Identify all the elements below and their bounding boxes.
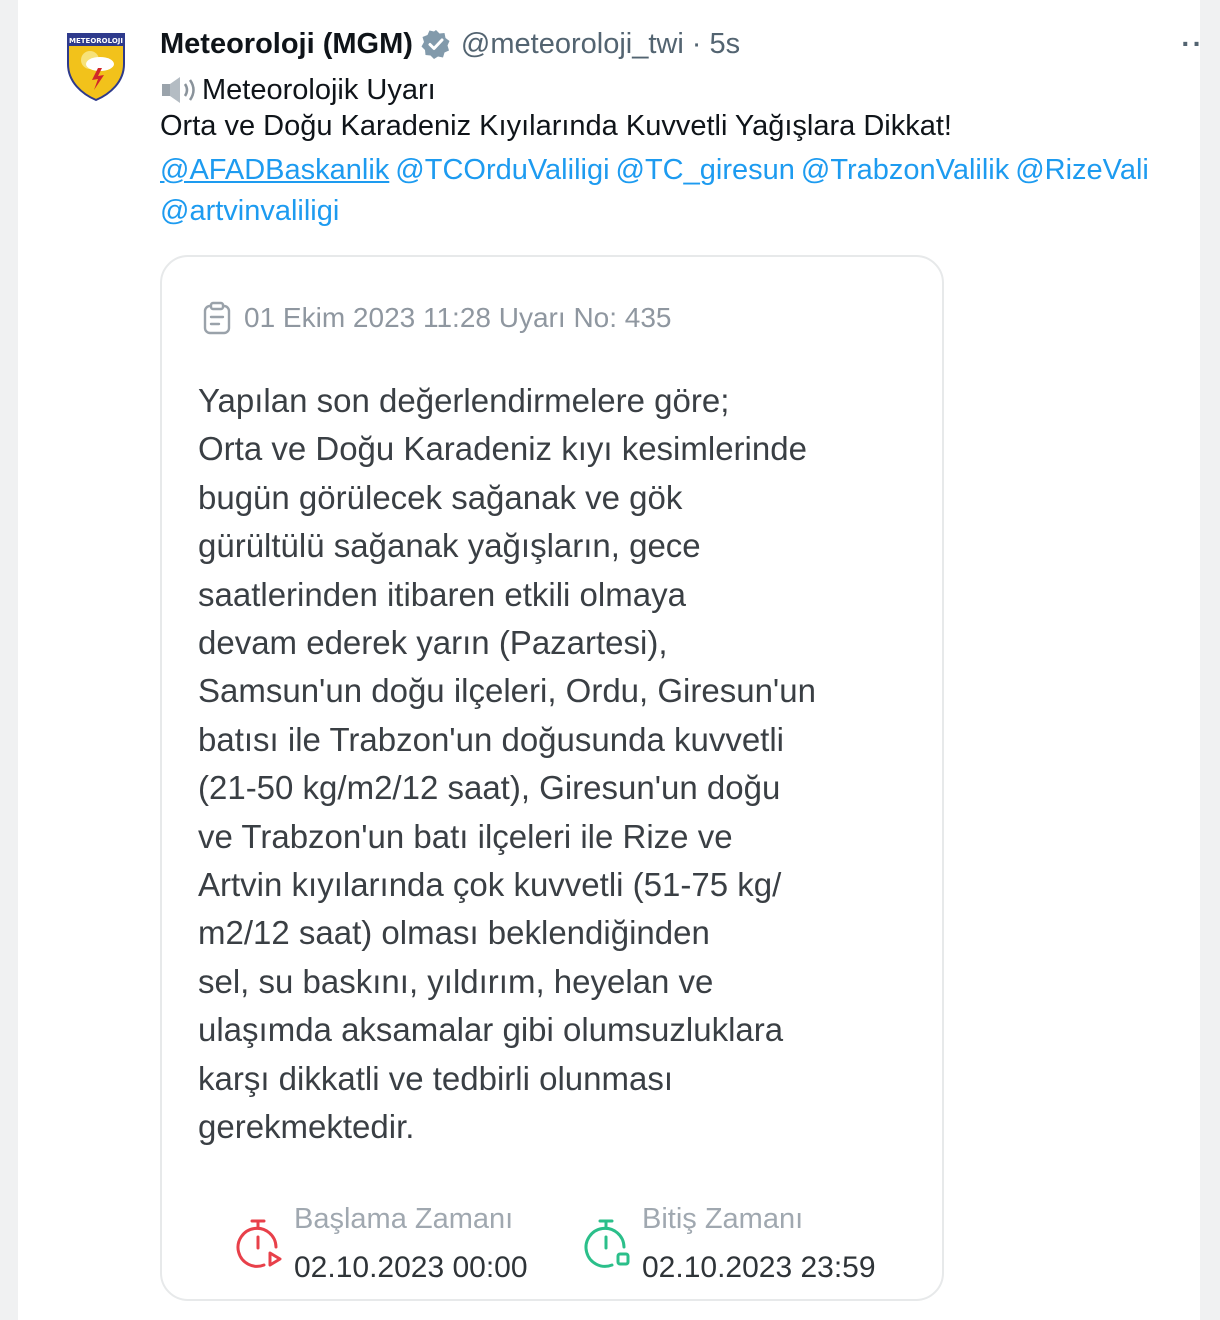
- warning-text-line: Artvin kıyılarında çok kuvvetli (51-75 kg/: [198, 866, 782, 904]
- svg-text:METEOROLOJI: METEOROLOJI: [69, 37, 123, 45]
- warning-date-number: 01 Ekim 2023 11:28 Uyarı No: 435: [244, 302, 672, 333]
- warning-text-line: ulaşımda aksamalar gibi olumsuzluklara: [198, 1011, 784, 1049]
- end-time-label: Bitiş Zamanı: [642, 1203, 804, 1235]
- start-time-label: Başlama Zamanı: [294, 1203, 514, 1235]
- warning-text-line: m2/12 saat) olması beklendiğinden: [198, 914, 710, 952]
- tweet-headline: Orta ve Doğu Karadeniz Kıyılarında Kuvvetli Yağışlara Dikkat!: [160, 110, 952, 142]
- stopwatch-start-icon: [234, 1217, 284, 1273]
- warning-text-line: Yapılan son değerlendirmelere göre;: [198, 382, 730, 419]
- warning-text-line: Orta ve Doğu Karadeniz kıyı kesimlerinde: [198, 430, 807, 468]
- mention-artvin[interactable]: @artvinvaliligi: [160, 195, 340, 227]
- mention-afad[interactable]: @AFADBaskanlik: [160, 154, 390, 186]
- speaker-icon: [160, 75, 200, 105]
- display-name[interactable]: Meteoroloji (MGM): [160, 27, 413, 60]
- warning-text-line: gerekmektedir.: [198, 1108, 415, 1146]
- mention-ordu[interactable]: @TCOrduValiligi: [395, 154, 610, 186]
- mention-trabzon[interactable]: @TrabzonValilik: [800, 154, 1010, 186]
- tweet-header: [160, 24, 740, 64]
- mentions: [160, 150, 1220, 232]
- more-options-button[interactable]: ··: [1181, 28, 1204, 59]
- warning-text-line: saatlerinden itibaren etkili olmaya: [198, 575, 686, 613]
- mgm-logo-icon[interactable]: [64, 30, 128, 102]
- warning-text-line: karşı dikkatli ve tedbirli olunması: [198, 1059, 674, 1097]
- verified-badge-icon: [421, 29, 451, 59]
- stopwatch-end-icon: [582, 1217, 632, 1273]
- timestamp[interactable]: 5s: [709, 27, 741, 60]
- mention-giresun[interactable]: @TC_giresun: [615, 154, 795, 186]
- clipboard-icon: [202, 301, 232, 335]
- end-time: [582, 1197, 876, 1293]
- end-time-value: 02.10.2023 23:59: [642, 1251, 876, 1284]
- warning-text-line: bugün görülecek sağanak ve gök: [198, 478, 683, 516]
- warning-text-line: ve Trabzon'un batı ilçeleri ile Rize ve: [198, 817, 733, 855]
- separator-dot: ·: [691, 27, 702, 60]
- mention-rize[interactable]: @RizeVali: [1015, 154, 1149, 186]
- card-meta: [202, 301, 672, 335]
- warning-text: [198, 377, 928, 1152]
- user-handle[interactable]: @meteoroloji_twi: [460, 27, 684, 60]
- alert-line: [160, 70, 436, 110]
- start-time-value: 02.10.2023 00:00: [294, 1251, 528, 1284]
- tweet[interactable]: [18, 0, 1204, 1320]
- warning-card[interactable]: [160, 255, 944, 1301]
- warning-text-line: sel, su baskını, yıldırım, heyelan ve: [198, 962, 714, 1000]
- warning-text-line: Samsun'un doğu ilçeleri, Ordu, Giresun'un: [198, 672, 816, 710]
- warning-text-line: gürültülü sağanak yağışların, gece: [198, 527, 701, 565]
- warning-text-line: devam ederek yarın (Pazartesi),: [198, 624, 668, 662]
- warning-text-line: (21-50 kg/m2/12 saat), Giresun'un doğu: [198, 769, 781, 807]
- start-time: [234, 1197, 528, 1293]
- warning-text-line: batısı ile Trabzon'un doğusunda kuvvetli: [198, 720, 785, 758]
- alert-title: Meteorolojik Uyarı: [202, 73, 436, 106]
